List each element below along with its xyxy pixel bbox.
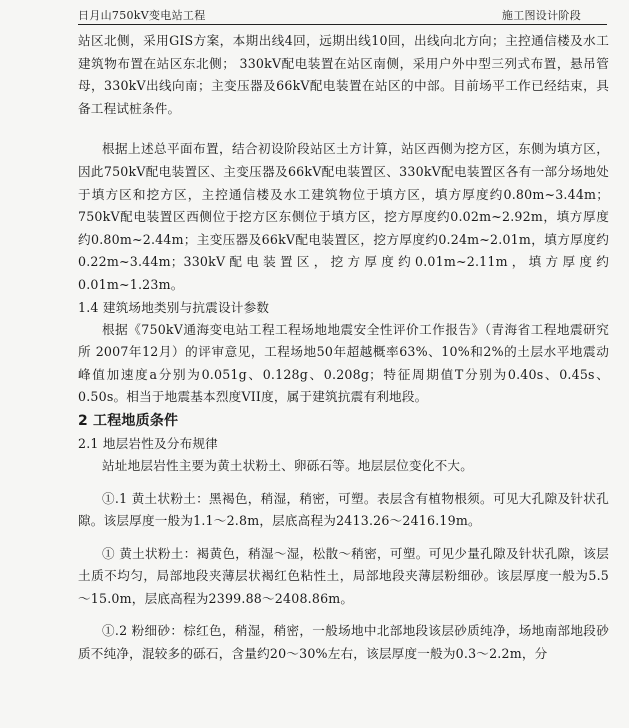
paragraph-earthwork: 根据上述总平面布置，结合初设阶段站区土方计算，站区西侧为挖方区，东侧为填方区，因此750kV配电装置区、主变压器及66kV配电装置区、330kV配电装置区各有一部分场地处于填方区和挖方区，主控通信楼及水工建筑物位于填方区，填方厚度约0.80m~3.44m；750kV配电装置区西侧位于挖方区东侧位于填方区，挖方厚度约0.02m~2.92m，填方厚度约0.80m~2.44m；主变压器及66kV配电装置区，挖方厚度约0.24m~2.01m，填方厚度约0.22m~3.44m；330kV配电装置区，挖方厚度约0.01m~2.11m，填方厚度约0.01m~1.23m。: [78, 141, 609, 292]
page-header: [78, 4, 607, 25]
section-1-4-heading: 1.4 建筑场地类别与抗震设计参数: [78, 299, 270, 315]
layer-1-1-description: ①.1 黄土状粉土：黑褐色，稍湿，稍密，可塑。表层含有植物根须。可见大孔隙及针状孔隙。该层厚度一般为1.1～2.8m，层底高程为2413.26～2416.19m。: [78, 490, 609, 529]
section-2-heading: 2 工程地质条件: [78, 412, 179, 429]
strata-intro: 站址地层岩性主要为黄土状粉土、卵砾石等。地层层位变化不大。: [102, 457, 474, 473]
document-body: [78, 30, 609, 666]
header-project-title: 日月山750kV变电站工程: [78, 9, 206, 22]
section-1-4-text: 根据《750kV通海变电站工程工程场地地震安全性评价工作报告》（青海省工程地震研究所 2007年12月）的评审意见，工程场地50年超越概率63%、10%和2%的土层水平地震动峰值加速度a分别为0.051g、0.128g、0.208g；特征周期值T分别为0.40s、0.45s、0.50s。相当于地震基本烈度VII度，属于建筑抗震有利地段。: [78, 321, 609, 405]
layer-1-2-description: ①.2 粉细砂：棕红色，稍湿，稍密，一般场地中北部地段该层砂质纯净，场地南部地段砂质不纯净，混较多的砾石，含量约20～30%左右，该层厚度一般为0.3～2.2m，分: [78, 623, 609, 662]
paragraph-layout-description: 站区北侧，采用GIS方案，本期出线4回，远期出线10回，出线向北方向；主控通信楼及水工建筑物布置在站区东北侧； 330kV配电装置在站区南侧，采用户外中型三列式布置，悬吊管母，330kV出线向南；主变压器及66kV配电装置在站区的中部。目前场平工作已经结束，具备工程试桩条件。: [78, 33, 609, 116]
layer-1-description: ① 黄土状粉土：褐黄色，稍湿～湿，松散～稍密，可塑。可见少量孔隙及针状孔隙，该层土质不均匀，局部地段夹薄层状褐红色粘性土，局部地段夹薄层粉细砂。该层厚度一般为5.5～15.0m，层底高程为2399.88～2408.86m。: [78, 545, 609, 606]
section-2-1-heading: 2.1 地层岩性及分布规律: [78, 435, 218, 451]
header-stage-title: 施工图设计阶段: [501, 9, 581, 22]
